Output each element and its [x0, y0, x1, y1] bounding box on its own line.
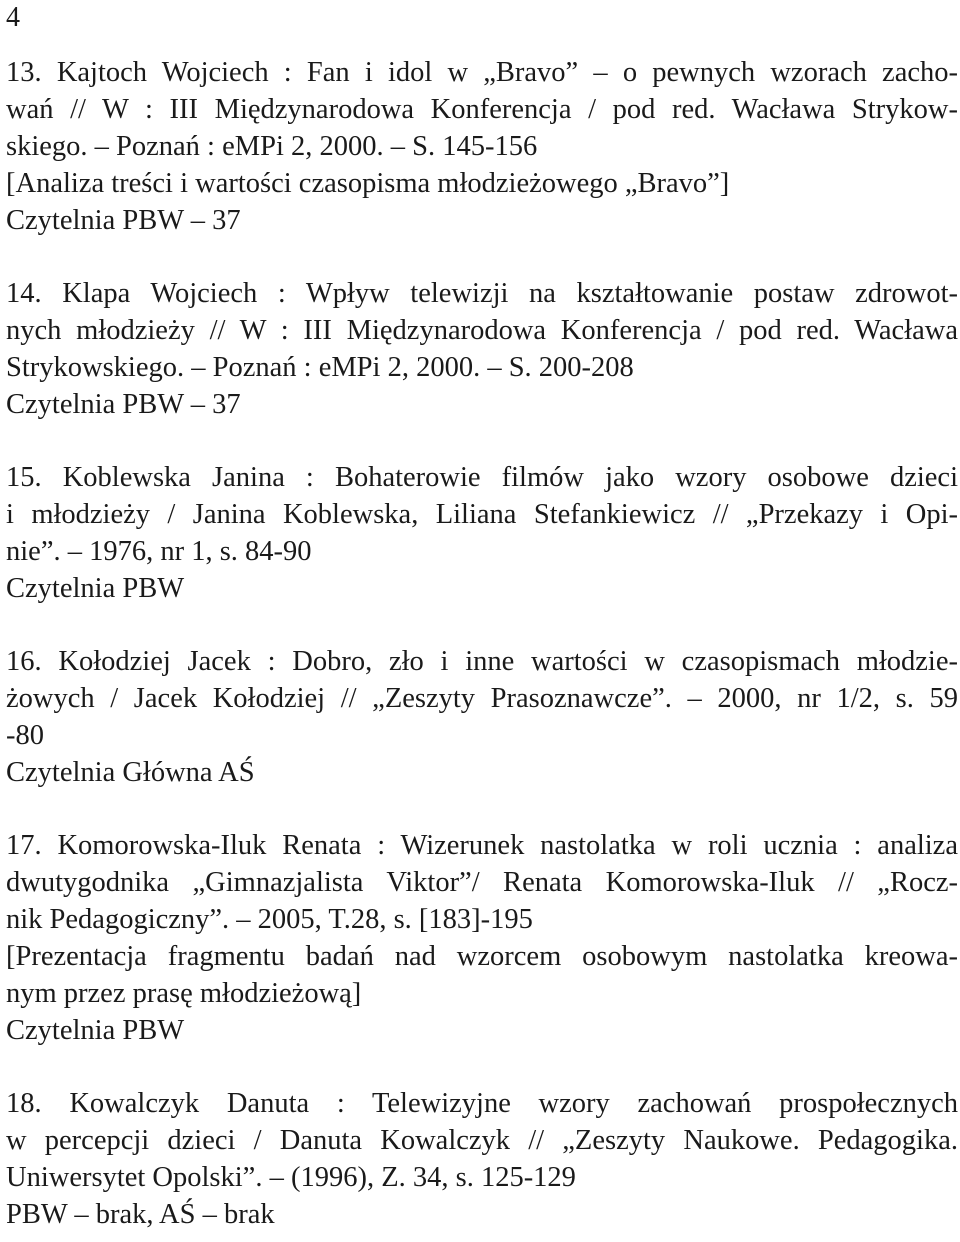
entry-line: skiego. – Poznań : eMPi 2, 2000. – S. 145-156: [6, 131, 538, 162]
entry-line: Strykowskiego. – Poznań : eMPi 2, 2000. – S. 200-208: [6, 352, 634, 383]
bibliography-entry: [6, 827, 958, 1049]
bibliography-entry: [6, 275, 958, 423]
entry-line: 13. Kajtoch Wojciech : Fan i idol w „Bravo” – o pewnych wzorach zacho-: [6, 57, 958, 88]
entry-line: wań // W : III Międzynarodowa Konferencja / pod red. Wacława Strykow-: [6, 94, 958, 125]
entry-line: PBW – brak, AŚ – brak: [6, 1199, 275, 1230]
entry-line: 18. Kowalczyk Danuta : Telewizyjne wzory zachowań prospołecznych: [6, 1088, 958, 1119]
entry-line: 15. Koblewska Janina : Bohaterowie filmów jako wzory osobowe dzieci: [6, 462, 958, 493]
entry-line: 17. Komorowska-Iluk Renata : Wizerunek nastolatka w roli ucznia : analiza: [6, 830, 958, 861]
entry-line: Czytelnia PBW – 37: [6, 205, 241, 236]
entry-line: dwutygodnika „Gimnazjalista Viktor”/ Renata Komorowska-Iluk // „Rocz-: [6, 867, 958, 898]
entry-line: Czytelnia PBW – 37: [6, 389, 241, 420]
bibliography-entry: [6, 459, 958, 607]
entry-line: Czytelnia PBW: [6, 1015, 185, 1046]
entry-line: Czytelnia Główna AŚ: [6, 757, 255, 788]
entry-line: Czytelnia PBW: [6, 573, 185, 604]
bibliography-entry: [6, 1085, 958, 1233]
entry-line: -80: [6, 720, 44, 751]
entry-line: nym przez prasę młodzieżową]: [6, 978, 362, 1009]
entry-line: żowych / Jacek Kołodziej // „Zeszyty Prasoznawcze”. – 2000, nr 1/2, s. 59: [6, 683, 958, 714]
page-number: 4: [6, 2, 20, 33]
entry-line: 16. Kołodziej Jacek : Dobro, zło i inne wartości w czasopismach młodzie-: [6, 646, 958, 677]
entry-line: [Analiza treści i wartości czasopisma młodzieżowego „Bravo”]: [6, 168, 730, 199]
entry-line: i młodzieży / Janina Koblewska, Liliana Stefankiewicz // „Przekazy i Opi-: [6, 499, 958, 530]
entry-line: nik Pedagogiczny”. – 2005, T.28, s. [183]-195: [6, 904, 533, 935]
bibliography-entry: [6, 54, 958, 239]
bibliography-list: [6, 54, 958, 1233]
entry-line: w percepcji dzieci / Danuta Kowalczyk // „Zeszyty Naukowe. Pedagogika.: [6, 1125, 958, 1156]
entry-line: nie”. – 1976, nr 1, s. 84-90: [6, 536, 312, 567]
entry-line: Uniwersytet Opolski”. – (1996), Z. 34, s. 125-129: [6, 1162, 576, 1193]
entry-line: [Prezentacja fragmentu badań nad wzorcem osobowym nastolatka kreowa-: [6, 941, 958, 972]
bibliography-entry: [6, 643, 958, 791]
entry-line: nych młodzieży // W : III Międzynarodowa Konferencja / pod red. Wacława: [6, 315, 958, 346]
entry-line: 14. Klapa Wojciech : Wpływ telewizji na kształtowanie postaw zdrowot-: [6, 278, 958, 309]
